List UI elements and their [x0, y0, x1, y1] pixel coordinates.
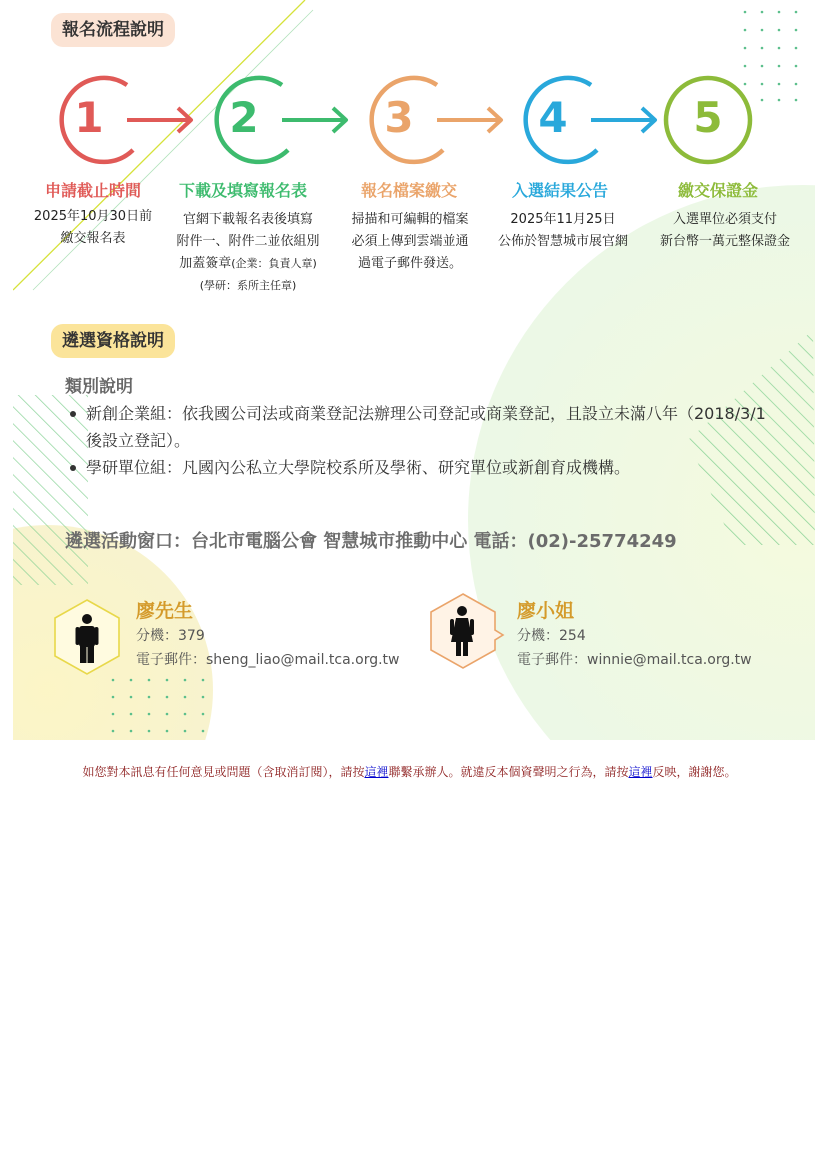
step-note-2: (學研：系所主任章)	[199, 279, 297, 292]
step-number-3: 3	[384, 93, 414, 142]
step-number-1: 1	[74, 93, 104, 142]
contact-ext-2: 分機：254	[517, 628, 586, 644]
step-number-5: 5	[693, 93, 723, 142]
step-title-3: 報名檔案繳交	[360, 181, 457, 200]
step-desc-5: 入選單位必須支付 新台幣一萬元整保證金	[659, 212, 790, 249]
flow-diagram	[13, 0, 815, 180]
contact-name-1: 廖先生	[136, 600, 194, 622]
step-title-5: 繳交保證金	[677, 181, 758, 200]
flow-heading: 報名流程說明	[51, 13, 175, 47]
man-icon	[51, 598, 123, 676]
step-desc-4: 2025年11月25日 公佈於智慧城市展官網	[497, 212, 628, 249]
step-title-2: 下載及填寫報名表	[178, 181, 307, 200]
woman-icon	[425, 592, 507, 670]
step-desc-3: 掃描和可編輯的檔案 必須上傳到雲端並通 過電子郵件發送。	[351, 212, 469, 271]
category-subheading: 類別說明	[65, 377, 133, 397]
list-item: 新創企業組：依我國公司法或商業登記法辦理公司登記或商業登記，且設立未滿八年（2018/3/1後設立登記）。	[68, 400, 768, 454]
contact-info-1	[136, 624, 399, 672]
qualification-list	[68, 400, 768, 481]
contact-ext-1: 分機：379	[136, 628, 205, 644]
content-panel	[13, 0, 815, 740]
contact-window: 遴選活動窗口：台北市電腦公會 智慧城市推動中心 電話：(02)-25774249	[65, 531, 677, 552]
step-number-2: 2	[229, 93, 259, 142]
contact-link[interactable]: 這裡	[364, 765, 389, 779]
step-title-1: 申請截止時間	[44, 181, 141, 200]
list-item: 學研單位組：凡國內公私立大學院校系所及學術、研究單位或新創育成機構。	[68, 454, 768, 481]
contact-email-1: 電子郵件：sheng_liao@mail.tca.org.tw	[136, 652, 400, 668]
footer-notice: 如您對本訊息有任何意見或問題（含取消訂閱），請按這裡聯繫承辦人。就違反本個資聲明之行為，請按這裡反映，謝謝您。	[82, 765, 737, 779]
qualification-heading: 遴選資格說明	[51, 324, 175, 358]
report-link[interactable]: 這裡	[628, 765, 653, 779]
step-number-4: 4	[538, 93, 568, 142]
step-desc-1: 2025年10月30日前 繳交報名表	[33, 209, 153, 246]
contact-info-2	[517, 624, 752, 672]
step-desc-2: 官網下載報名表後填寫 附件一、附件二並依組別 加蓋簽章(企業：負責人章) (學研：系所主任章)	[168, 209, 328, 297]
contact-name-2: 廖小姐	[517, 600, 575, 622]
contact-email-2: 電子郵件：winnie@mail.tca.org.tw	[517, 652, 752, 668]
step-title-4: 入選結果公告	[511, 181, 608, 200]
